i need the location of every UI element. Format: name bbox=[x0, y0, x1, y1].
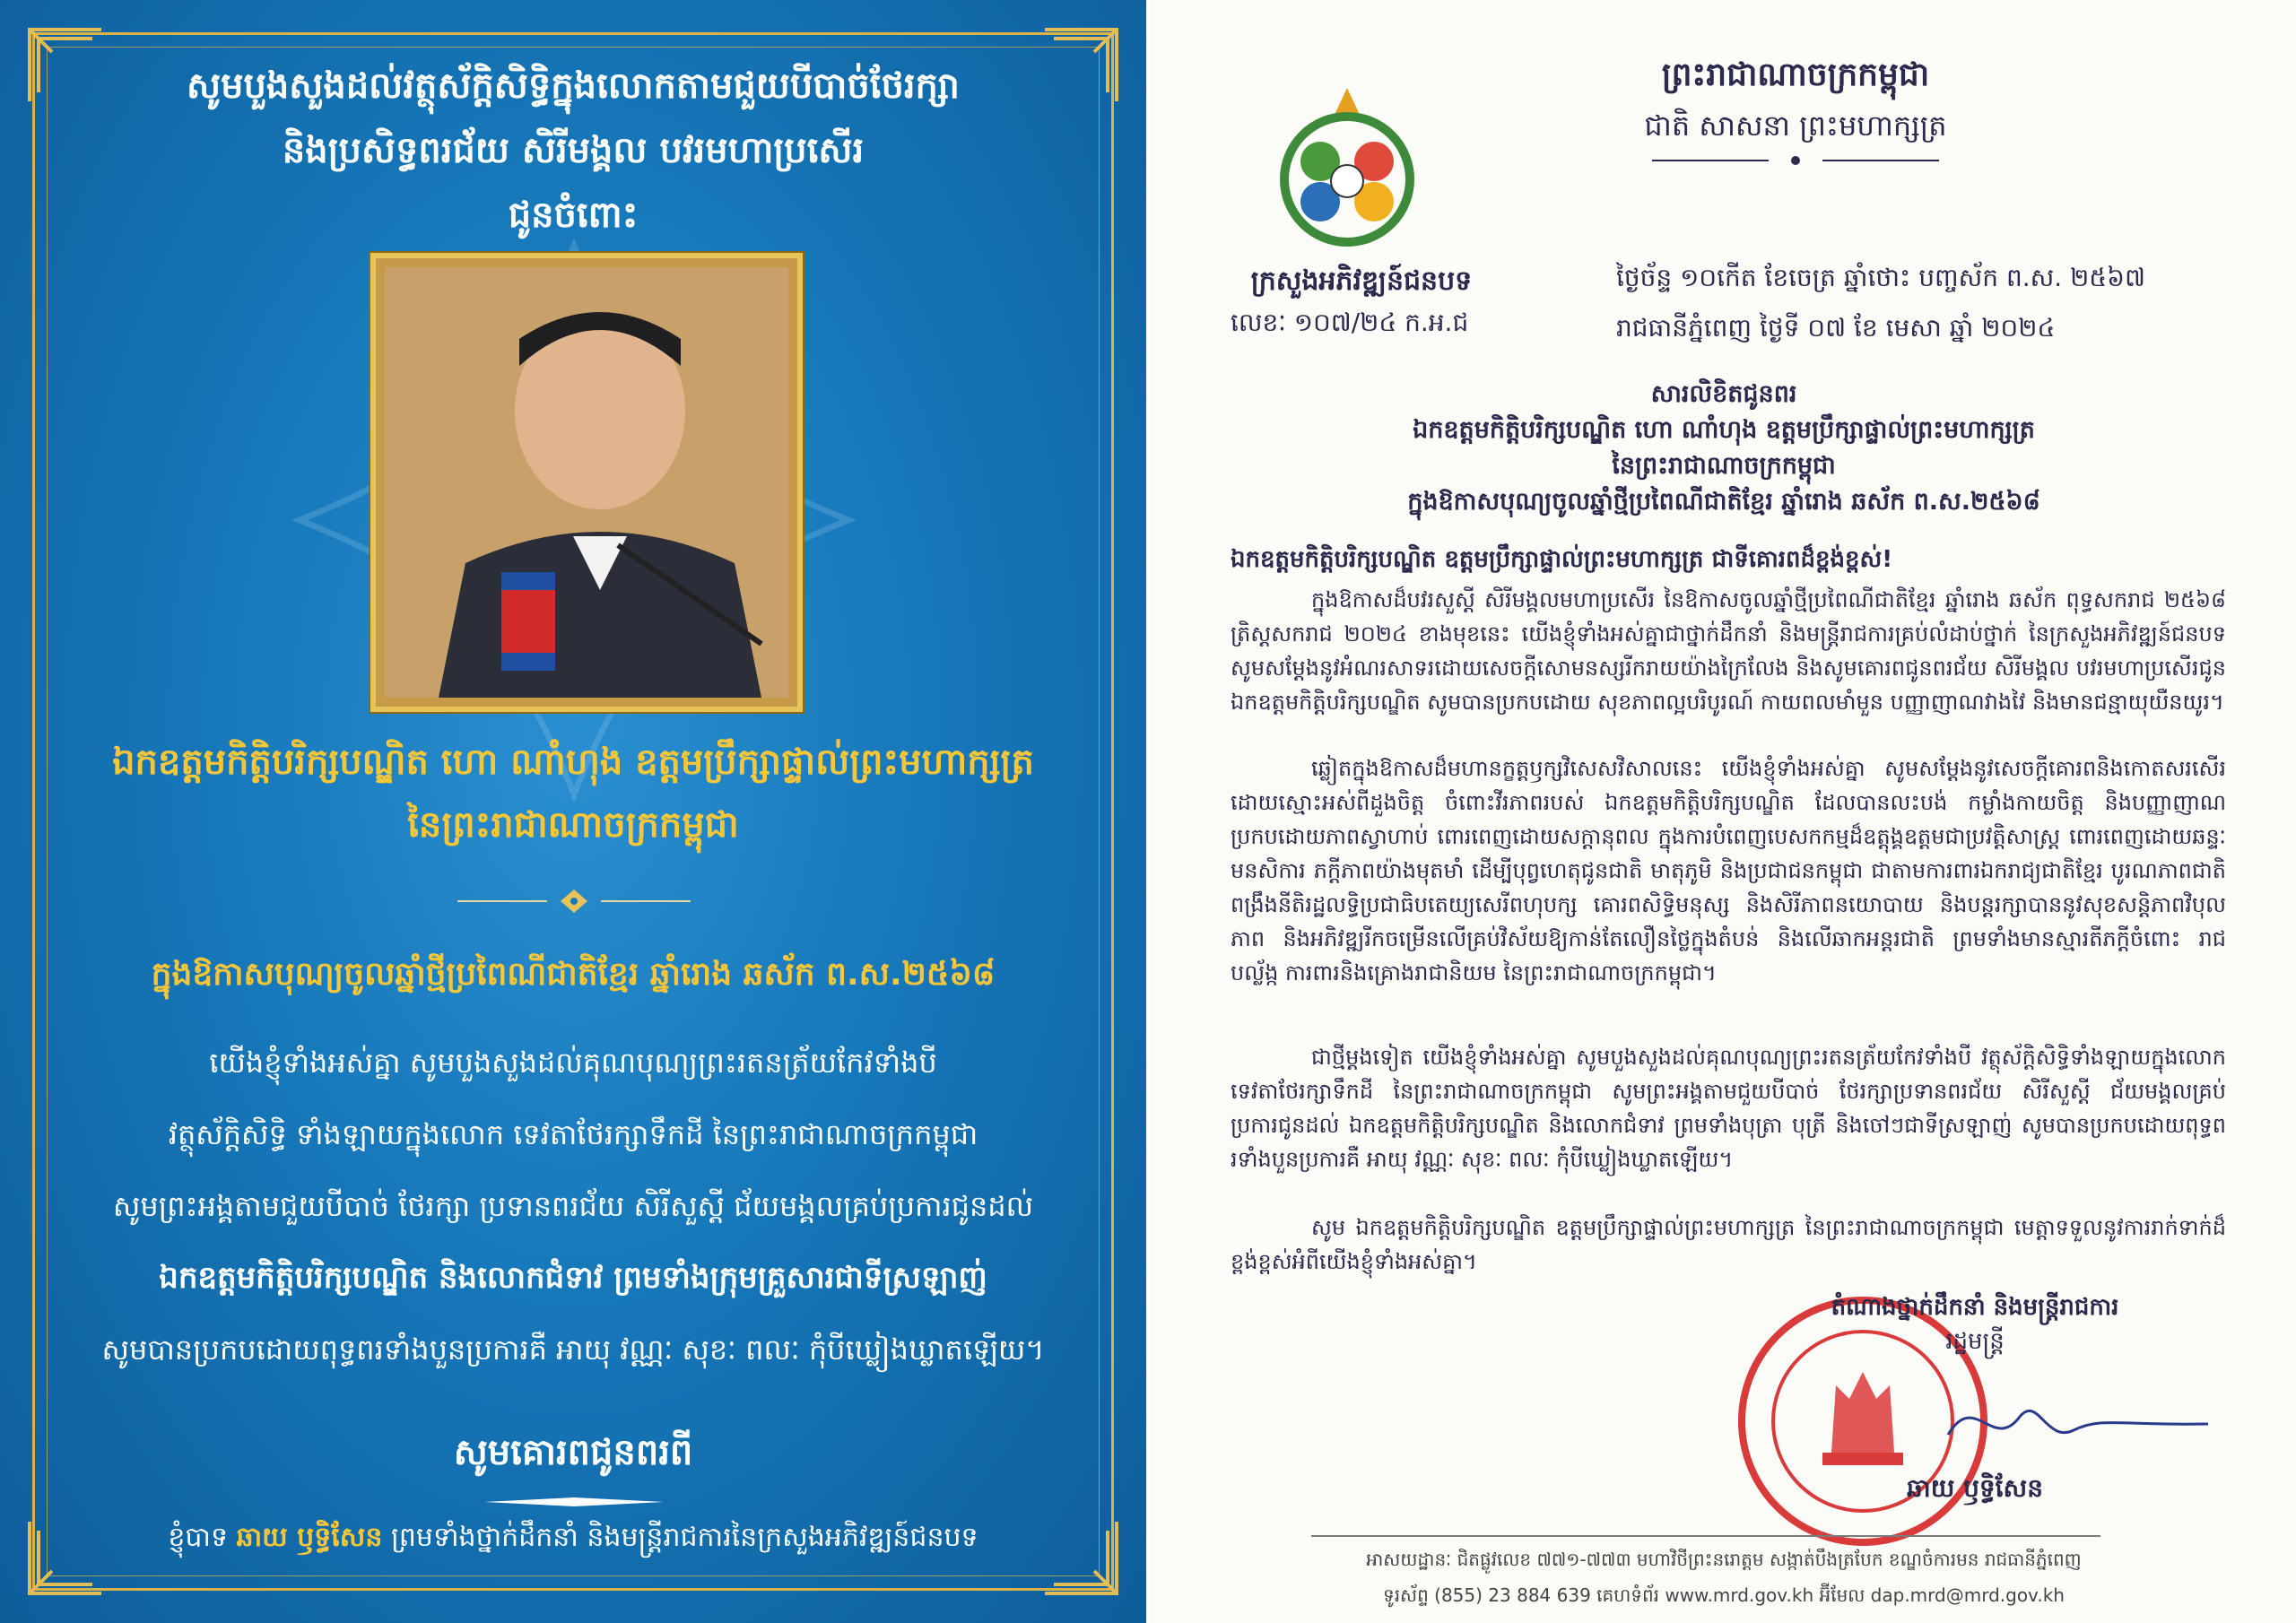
card-body-line: យើងខ្ញុំទាំងអស់គ្នា សូមបួងសួងដល់គុណបុណ្យព្រះរតនត្រ័យកែវទាំងបី bbox=[209, 1046, 937, 1080]
card-signature-line bbox=[81, 1515, 1065, 1560]
official-letter bbox=[1150, 0, 2296, 1623]
letter-paragraph: សូម ឯកឧត្តមកិត្តិបរិក្សបណ្ឌិត ឧត្តមប្រឹក្សាផ្ទាល់ព្រះមហាក្សត្រ នៃព្រះរាជាណាចក្រកម្ពុជា មេត្តាទទួលនូវការរាក់ទាក់ដ៏ខ្ពង់ខ្ពស់អំពីយើងខ្ញុំទាំងអស់គ្នា។ bbox=[1231, 1215, 2226, 1274]
signer-role: រដ្ឋមន្ត្រី bbox=[1945, 1328, 2005, 1355]
card-header-line: ជូនចំពោះ bbox=[508, 195, 639, 236]
ornament-divider bbox=[457, 888, 691, 915]
card-header-line: សូមបួងសួងដល់វត្ថុស័ក្តិសិទ្ធិក្នុងលោកតាមជួយបីបាច់ថែរក្សា bbox=[187, 65, 960, 107]
motto-ornament bbox=[1652, 154, 1939, 167]
closing-line: សូមគោរពជូនពរពី bbox=[453, 1432, 693, 1473]
closing-divider bbox=[484, 1496, 664, 1508]
portrait-frame bbox=[370, 253, 803, 712]
signer-title: តំណាងថ្នាក់ដឹកនាំ និងមន្ត្រីរាជការ bbox=[1831, 1294, 2119, 1321]
letter-paragraph: ជាថ្មីម្ដងទៀត យើងខ្ញុំទាំងអស់គ្នា សូមបួងសួងដល់គុណបុណ្យព្រះរតនត្រ័យកែវទាំងបី វត្ថុស័ក្តិសិទ្ធិទាំងឡាយក្នុងលោក ទេវតាថែរក្សាទឹកដី នៃព្រះរាជាណាចក្រកម្ពុជា សូមព្រះអង្គតាមជួយបីបាច់ ថែរក្សាប្រទានពរជ័យ សិរីសួស្តី ជ័យមង្គលគ្រប់ប្រការជូនដល់ ឯកឧត្តមកិត្តិបរិក្សបណ្ឌិត និងលោកជំទាវ ព្រមទាំងបុត្រា បុត្រី និងចៅៗជាទីស្រឡាញ់ សូមបានប្រកបដោយពុទ្ធពរទាំងបួនប្រការគឺ អាយុ វណ្ណៈ សុខៈ ពលៈ កុំបីឃ្លៀងឃ្លាតឡើយ។ bbox=[1231, 1045, 2226, 1172]
ministry-name: ក្រសួងអភិវឌ្ឍន៍ជនបទ bbox=[1250, 265, 1473, 297]
salutation: ឯកឧត្តមកិត្តិបរិក្សបណ្ឌិត ឧត្តមប្រឹក្សាផ្ទាល់ព្រះមហាក្សត្រ ជាទីគោរពដ៏ខ្ពង់ខ្ពស់! bbox=[1231, 546, 1893, 573]
ministry-logo-icon bbox=[1257, 81, 1437, 260]
letter-paragraph: ក្នុងឱកាសដ៏បវរសួស្តី សិរីមង្គលមហាប្រសើរ នៃឱកាសចូលឆ្នាំថ្មីប្រពៃណីជាតិខ្មែរ ឆ្នាំរោង ឆស័ក ពុទ្ធសករាជ ២៥៦៨ ត្រិស្ដសករាជ ២០២៤ ខាងមុខនេះ យើងខ្ញុំទាំងអស់គ្នាជាថ្នាក់ដឹកនាំ និងមន្ត្រីរាជការគ្រប់លំដាប់ថ្នាក់ នៃក្រសួងអភិវឌ្ឍន៍ជនបទ សូមសម្ដែងនូវអំណរសាទរដោយសេចក្ដីសោមនស្សរីករាយយ៉ាងក្រៃលែង និងសូមគោរពជូនពរជ័យ សិរីមង្គល បវរមហាប្រសើរជូន ឯកឧត្តមកិត្តិបរិក្សបណ្ឌិត សូមបានប្រកបដោយ សុខភាពល្អបរិបូរណ៍ កាយពលមាំមួន បញ្ញាញាណវាងវៃ និងមានជន្មាយុយឺនយូរ។ bbox=[1231, 587, 2226, 715]
sign-suffix: ព្រមទាំងថ្នាក់ដឹកនាំ និងមន្ត្រីរាជការនៃក្រសួងអភិវឌ្ឍន៍ជនបទ bbox=[390, 1522, 978, 1553]
city-date: រាជធានីភ្នំពេញ ថ្ងៃទី ០៧ ខែ មេសា ឆ្នាំ ២០២៤ bbox=[1616, 313, 2056, 343]
honoree-country: នៃព្រះរាជាណាចក្រកម្ពុជា bbox=[407, 804, 739, 846]
card-body-line: សូមបានប្រកបដោយពុទ្ធពរទាំងបួនប្រការគឺ អាយុ វណ្ណៈ សុខៈ ពលៈ កុំបីឃ្លៀងឃ្លាតឡើយ។ bbox=[101, 1332, 1045, 1367]
honoree-name: ឯកឧត្តមកិត្តិបរិក្សបណ្ឌិត ហោ ណាំហុង ឧត្តមប្រឹក្សាផ្ទាល់ព្រះមហាក្សត្រ bbox=[112, 742, 1034, 783]
card-body-line: ឯកឧត្តមកិត្តិបរិក្សបណ្ឌិត និងលោកជំទាវ ព្រមទាំងក្រុមគ្រួសារជាទីស្រឡាញ់ bbox=[159, 1260, 987, 1296]
card-body-line: វត្ថុស័ក្តិសិទ្ធិ ទាំងឡាយក្នុងលោក ទេវតាថែរក្សាទឹកដី នៃព្រះរាជាណាចក្រកម្ពុជា bbox=[168, 1117, 978, 1151]
letter-title: ក្នុងឱកាសបុណ្យចូលឆ្នាំថ្មីប្រពៃណីជាតិខ្មែរ ឆ្នាំរោង ឆស័ក ព.ស.២៥៦៨ bbox=[1407, 488, 2040, 516]
national-motto: ជាតិ សាសនា ព្រះមហាក្សត្រ bbox=[1644, 108, 1947, 143]
greeting-card bbox=[0, 0, 1146, 1623]
footer-address: អាសយដ្ឋានៈ ជិតផ្លូវលេខ ៧៧១-៧៧៣ មហាវិថីព្រះនរោត្តម សង្កាត់បឹងត្របែក ខណ្ឌចំការមន រាជធានីភ្នំពេញ bbox=[1366, 1549, 2082, 1570]
letter-paragraph: ឆ្លៀតក្នុងឱកាសដ៏មហានក្ខត្តឫក្សវិសេសវិសាលនេះ យើងខ្ញុំទាំងអស់គ្នា សូមសម្ដែងនូវសេចក្ដីគោរពនិងកោតសរសើរដោយស្មោះអស់ពីដួងចិត្ត ចំពោះវីរភាពរបស់ ឯកឧត្តមកិត្តិបរិក្សបណ្ឌិត ដែលបានលះបង់ កម្លាំងកាយចិត្ត និងបញ្ញាញាណ ប្រកបដោយភាពស្វាហាប់ ពោរពេញដោយសក្ដានុពល ក្នុងការបំពេញបេសកកម្មដ៏ឧត្ដុង្គឧត្ដមជាប្រវត្តិសាស្ត្រ ពោរពេញដោយឆន្ទៈ មនសិការ ភក្ដីភាពយ៉ាងមុតមាំ ដើម្បីបុព្វហេតុជូនជាតិ មាតុភូមិ និងប្រជាជនកម្ពុជា ជាតាមការពារឯករាជ្យជាតិខ្មែរ បូរណភាពជាតិ ពង្រឹងនីតិរដ្ឋលទ្ធិប្រជាធិបតេយ្យសេរីពហុបក្ស គោរពសិទ្ធិមនុស្ស និងសិរីភាពនយោបាយ និងបន្តរក្សាបាននូវសុខសន្តិភាពវិបុលភាព និងអភិវឌ្ឍរីកចម្រើនលើគ្រប់វិស័យឱ្យកាន់តែលឿនថ្លៃក្នុងតំបន់ និងលើឆាកអន្តរជាតិ ព្រមទាំងមានស្មារតីភក្ដីចំពោះ រាជបល្ល័ង្ក ការពារនិងគ្រោងរាជានិយម នៃព្រះរាជាណាចក្រកម្ពុជា។ bbox=[1231, 756, 2226, 985]
occasion-line: ក្នុងឱកាសបុណ្យចូលឆ្នាំថ្មីប្រពៃណីជាតិខ្មែរ ឆ្នាំរោង ឆស័ក ព.ស.២៥៦៨ bbox=[151, 956, 996, 993]
card-body-line: សូមព្រះអង្គតាមជួយបីបាច់ ថែរក្សា ប្រទានពរជ័យ សិរីសួស្តី ជ័យមង្គលគ្រប់ប្រការជូនដល់ bbox=[112, 1189, 1034, 1223]
reference-number: លេខៈ ១០៧/២៤ ក.អ.ជ bbox=[1231, 308, 1469, 337]
footer-contact: ទូរស័ព្ទ (855) 23 884 639 គេហទំព័រ www.mrd.gov.kh អ៊ីមែល dap.mrd@mrd.gov.kh bbox=[1383, 1584, 2065, 1606]
footer-divider bbox=[1311, 1535, 2100, 1537]
card-header-line: និងប្រសិទ្ធពរជ័យ សិរីមង្គល បវរមហាប្រសើរ bbox=[282, 130, 865, 171]
letter-title: នៃព្រះរាជាណាចក្រកម្ពុជា bbox=[1612, 452, 1836, 480]
letter-title: ឯកឧត្តមកិត្តិបរិក្សបណ្ឌិត ហោ ណាំហុង ឧត្តមប្រឹក្សាផ្ទាល់ព្រះមហាក្សត្រ bbox=[1413, 416, 2035, 444]
signer-name: ឆាយ ឫទ្ធិសែន bbox=[1907, 1473, 2043, 1503]
handwritten-signature bbox=[1939, 1381, 2226, 1462]
kingdom-heading: ព្រះរាជាណាចក្រកម្ពុជា bbox=[1661, 56, 1930, 93]
lunar-date: ថ្ងៃច័ន្ទ ១០កើត ខែចេត្រ ឆ្នាំថោះ បញ្ចស័ក ព.ស. ២៥៦៧ bbox=[1616, 263, 2145, 292]
sign-name: ឆាយ ឫទ្ធិសែន bbox=[236, 1522, 383, 1553]
portrait-photo bbox=[385, 267, 788, 698]
sign-prefix: ខ្ញុំបាទ bbox=[168, 1522, 229, 1553]
letter-title: សារលិខិតជូនពរ bbox=[1650, 380, 1797, 408]
